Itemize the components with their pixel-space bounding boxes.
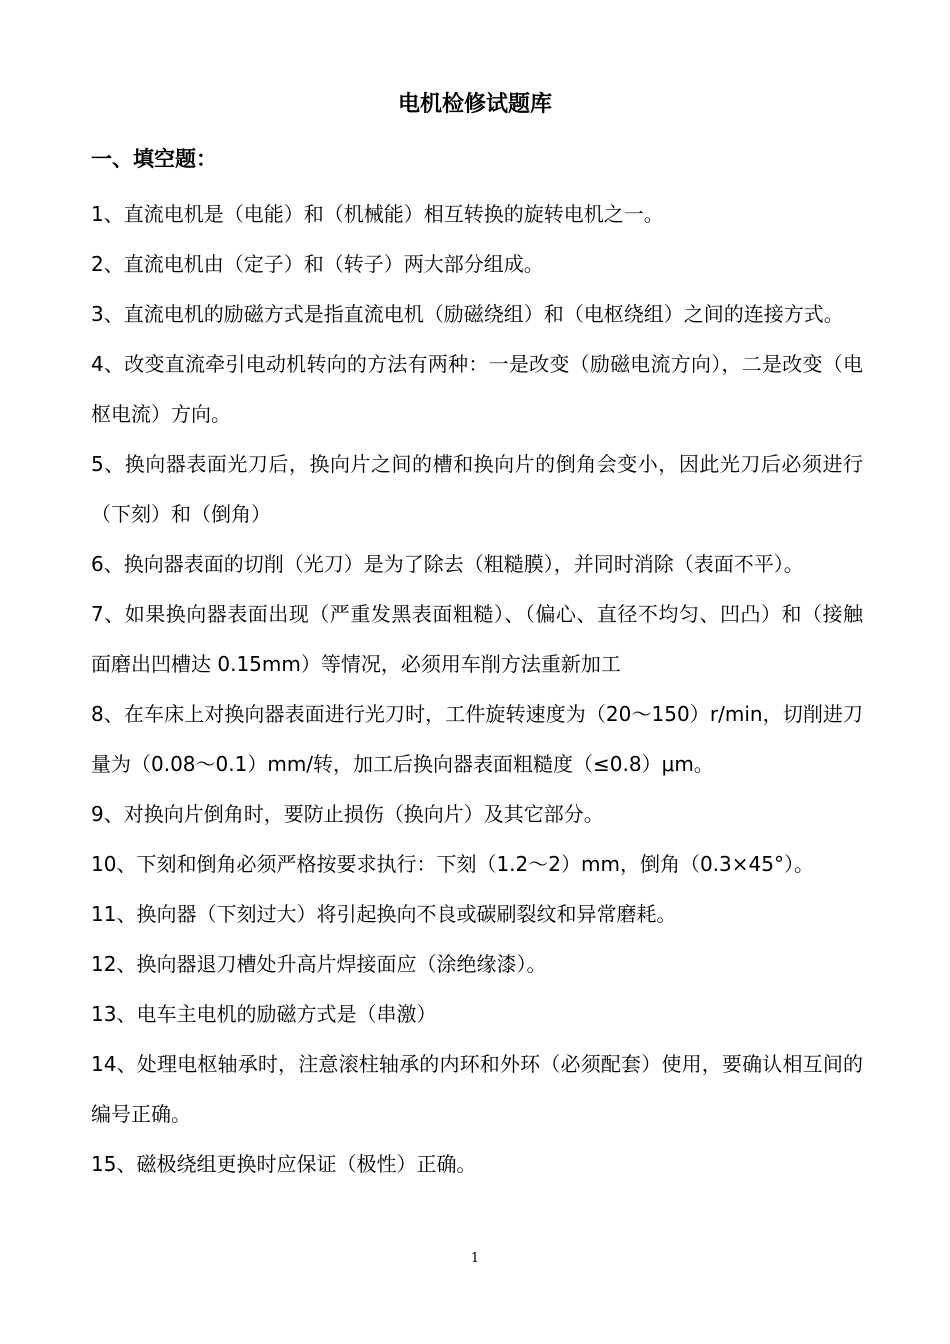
question-item-15: 15、磁极绕组更换时应保证（极性）正确。 bbox=[91, 1152, 477, 1176]
question-item-9: 9、对换向片倒角时，要防止损伤（换向片）及其它部分。 bbox=[91, 802, 604, 826]
question-item-4: 4、改变直流牵引电动机转向的方法有两种：一是改变（励磁电流方向），二是改变（电枢电流）方向。 bbox=[91, 352, 863, 426]
question-item-1: 1、直流电机是（电能）和（机械能）相互转换的旋转电机之一。 bbox=[91, 202, 664, 226]
question-item-10: 10、下刻和倒角必须严格按要求执行：下刻（1.2～2）mm，倒角（0.3×45°）。 bbox=[91, 852, 814, 876]
question-item-12: 12、换向器退刀槽处升高片焊接面应（涂绝缘漆）。 bbox=[91, 952, 547, 976]
question-item-14: 14、处理电枢轴承时，注意滚柱轴承的内环和外环（必须配套）使用，要确认相互间的编号正确。 bbox=[91, 1052, 863, 1126]
question-item-2: 2、直流电机由（定子）和（转子）两大部分组成。 bbox=[91, 252, 544, 276]
question-item-13: 13、电车主电机的励磁方式是（串激） bbox=[91, 1002, 437, 1026]
question-item-11: 11、换向器（下刻过大）将引起换向不良或碳刷裂纹和异常磨耗。 bbox=[91, 902, 677, 926]
question-item-6: 6、换向器表面的切削（光刀）是为了除去（粗糙膜），并同时消除（表面不平）。 bbox=[91, 552, 804, 576]
question-item-3: 3、直流电机的励磁方式是指直流电机（励磁绕组）和（电枢绕组）之间的连接方式。 bbox=[91, 302, 844, 326]
question-item-7: 7、如果换向器表面出现（严重发黑表面粗糙）、（偏心、直径不均匀、凹凸）和（接触面磨出凹槽达 0.15mm）等情况，必须用车削方法重新加工 bbox=[91, 602, 863, 676]
question-list bbox=[91, 189, 863, 1189]
page-number: 1 bbox=[470, 1251, 480, 1266]
question-item-5: 5、换向器表面光刀后，换向片之间的槽和换向片的倒角会变小，因此光刀后必须进行（下刻）和（倒角） bbox=[91, 452, 863, 526]
document-title: 电机检修试题库 bbox=[397, 92, 552, 117]
question-item-8: 8、在车床上对换向器表面进行光刀时，工件旋转速度为（20～150）r/min，切削进刀量为（0.08～0.1）mm/转，加工后换向器表面粗糙度（≤0.8）μm。 bbox=[91, 702, 863, 776]
section-heading: 一、填空题： bbox=[91, 147, 217, 171]
